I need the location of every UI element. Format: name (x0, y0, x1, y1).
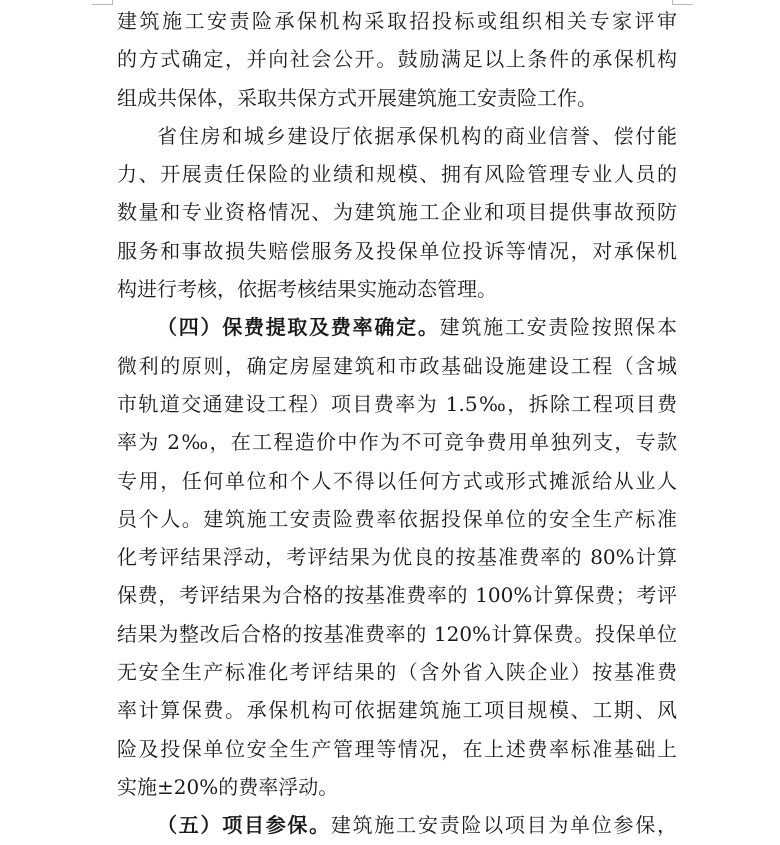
text-line (117, 615, 677, 653)
text-line (117, 270, 677, 308)
body-text (117, 2, 677, 845)
text-line (117, 653, 677, 691)
page-corner-mark-left (92, 0, 113, 5)
text-line (117, 768, 677, 806)
line-text: 建筑施工安责险承保机构采取招投标或组织相关专家评审 (117, 9, 677, 33)
line-text: 保费，考评结果为合格的按基准费率的 100%计算保费；考评 (117, 583, 677, 608)
text-line (117, 691, 677, 729)
text-line (117, 500, 677, 538)
section-heading: （五）项目参保。 (157, 813, 331, 838)
line-text: 的方式确定，并向社会公开。鼓励满足以上条件的承保机构 (117, 47, 677, 72)
text-line (117, 576, 677, 614)
text-line (117, 385, 677, 423)
text-line (117, 232, 677, 270)
line-text: 微利的原则，确定房屋建筑和市政基础设施建设工程（含城 (117, 353, 677, 378)
line-text: 率为 2‰，在工程造价中作为不可竞争费用单独列支，专款 (117, 430, 677, 455)
line-text: 员个人。建筑施工安责险费率依据投保单位的安全生产标准 (117, 506, 677, 531)
text-line (117, 155, 677, 193)
line-text: 数量和专业资格情况、为建筑施工企业和项目提供事故预防 (117, 200, 677, 225)
text-line (117, 79, 677, 117)
line-text: 服务和事故损失赔偿服务及投保单位投诉等情况，对承保机 (117, 238, 677, 263)
text-line (117, 308, 677, 346)
line-text: 省住房和城乡建设厅依据承保机构的商业信誉、偿付能 (157, 123, 677, 148)
text-line (117, 347, 677, 385)
text-line (117, 193, 677, 231)
text-line (117, 806, 677, 844)
line-text: 建筑施工安责险按照保本 (439, 315, 678, 340)
line-text: 组成共保体，采取共保方式开展建筑施工安责险工作。 (117, 85, 597, 110)
line-text: 市轨道交通建设工程）项目费率为 1.5‰，拆除工程项目费 (117, 391, 677, 416)
line-text: 专用，任何单位和个人不得以任何方式或形式摊派给从业人 (117, 468, 677, 493)
line-text: 力、开展责任保险的业绩和规模、拥有风险管理专业人员的 (117, 162, 677, 187)
text-line (117, 117, 677, 155)
text-line (117, 423, 677, 461)
line-text: 建筑施工安责险以项目为单位参保， (330, 813, 678, 838)
line-text: 构进行考核，依据考核结果实施动态管理。 (117, 277, 497, 302)
line-text: 险及投保单位安全生产管理等情况，在上述费率标准基础上 (117, 736, 677, 761)
text-line (117, 462, 677, 500)
text-line (117, 538, 677, 576)
line-text: 化考评结果浮动，考评结果为优良的按基准费率的 80%计算 (117, 545, 677, 570)
text-line (117, 730, 677, 768)
line-text: 率计算保费。承保机构可依据建筑施工项目规模、工期、风 (117, 698, 677, 723)
section-heading: （四）保费提取及费率确定。 (157, 315, 440, 340)
line-text: 结果为整改后合格的按基准费率的 120%计算保费。投保单位 (117, 621, 677, 646)
text-line (117, 2, 677, 40)
text-line (117, 40, 677, 78)
line-text: 实施±20%的费率浮动。 (117, 774, 339, 799)
line-text: 无安全生产标准化考评结果的（含外省入陕企业）按基准费 (117, 660, 677, 685)
